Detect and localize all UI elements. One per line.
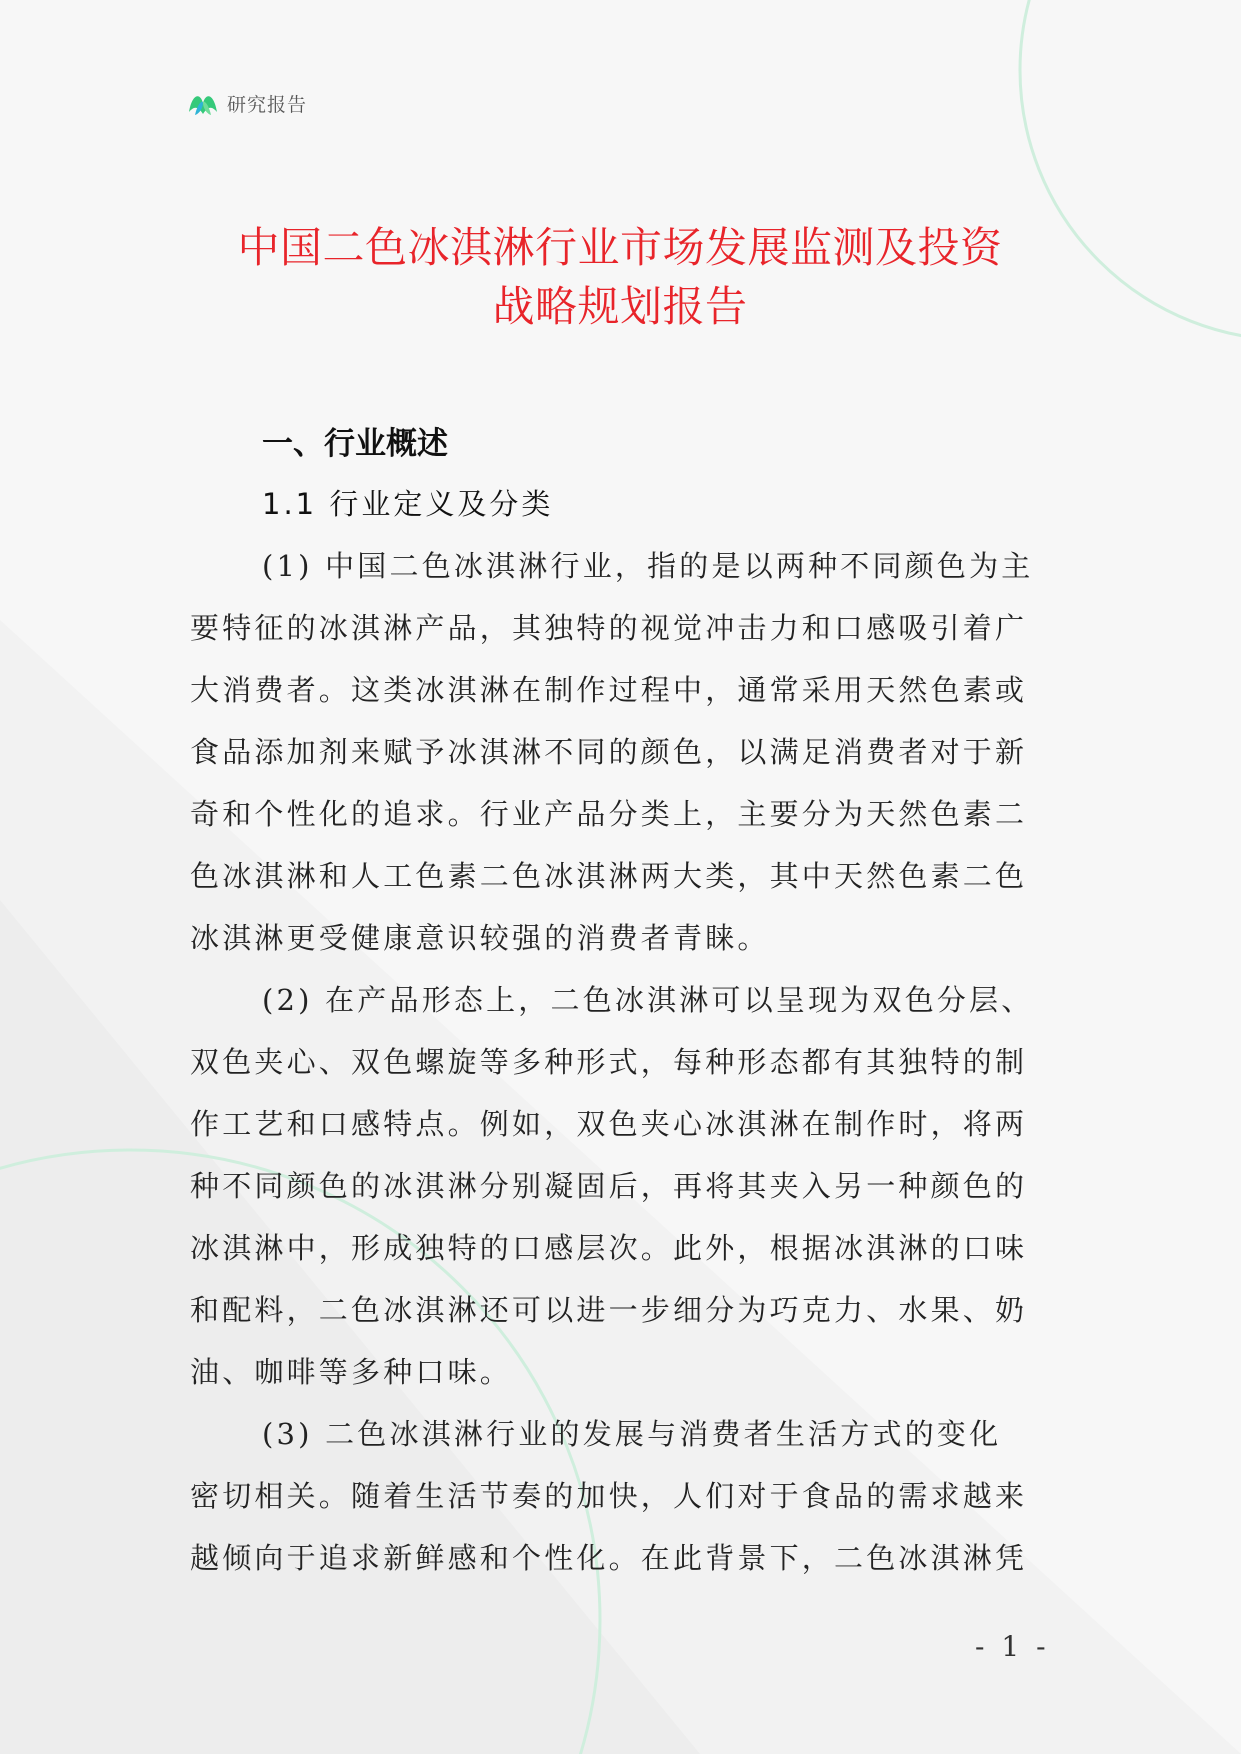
paragraph-1 — [190, 535, 1052, 969]
report-title — [150, 218, 1090, 336]
paragraph-line: 越倾向于追求新鲜感和个性化。在此背景下，二色冰淇淋凭 — [190, 1541, 1028, 1575]
subsection-heading: 1.1 行业定义及分类 — [262, 487, 554, 521]
paragraph-line: 色冰淇淋和人工色素二色冰淇淋两大类，其中天然色素二色 — [190, 859, 1028, 893]
paragraph-line: 油、咖啡等多种口味。 — [190, 1355, 513, 1389]
page-number: - 1 - — [975, 1630, 1050, 1663]
paragraph-line: 冰淇淋中，形成独特的口感层次。此外，根据冰淇淋的口味 — [190, 1231, 1028, 1265]
paragraph-line: 要特征的冰淇淋产品，其独特的视觉冲击力和口感吸引着广 — [190, 611, 1028, 645]
paragraph-3 — [190, 1403, 1052, 1589]
paragraph-line: 和配料，二色冰淇淋还可以进一步细分为巧克力、水果、奶 — [190, 1293, 1028, 1327]
report-header — [186, 88, 307, 118]
paragraph-line: 密切相关。随着生活节奏的加快，人们对于食品的需求越来 — [190, 1479, 1028, 1513]
paragraph-line: (3) 二色冰淇淋行业的发展与消费者生活方式的变化 — [262, 1417, 1002, 1451]
title-line-1: 中国二色冰淇淋行业市场发展监测及投资 — [237, 223, 1003, 272]
paragraph-line: 双色夹心、双色螺旋等多种形式，每种形态都有其独特的制 — [190, 1045, 1028, 1079]
paragraph-line: (1) 中国二色冰淇淋行业，指的是以两种不同颜色为主 — [262, 549, 1034, 583]
paragraph-line: 种不同颜色的冰淇淋分别凝固后，再将其夹入另一种颜色的 — [190, 1169, 1028, 1203]
paragraph-line: 冰淇淋更受健康意识较强的消费者青睐。 — [190, 921, 770, 955]
brand-logo-icon — [186, 88, 220, 118]
paragraph-2 — [190, 969, 1052, 1403]
title-line-2: 战略规划报告 — [492, 282, 748, 331]
paragraph-line: (2) 在产品形态上，二色冰淇淋可以呈现为双色分层、 — [262, 983, 1034, 1017]
paragraph-line: 奇和个性化的追求。行业产品分类上，主要分为天然色素二 — [190, 797, 1028, 831]
section-heading: 一、行业概述 — [262, 426, 448, 462]
header-label: 研究报告 — [227, 93, 308, 116]
paragraph-line: 作工艺和口感特点。例如，双色夹心冰淇淋在制作时，将两 — [190, 1107, 1028, 1141]
paragraph-line: 大消费者。这类冰淇淋在制作过程中，通常采用天然色素或 — [190, 673, 1028, 707]
paragraph-line: 食品添加剂来赋予冰淇淋不同的颜色，以满足消费者对于新 — [190, 735, 1028, 769]
